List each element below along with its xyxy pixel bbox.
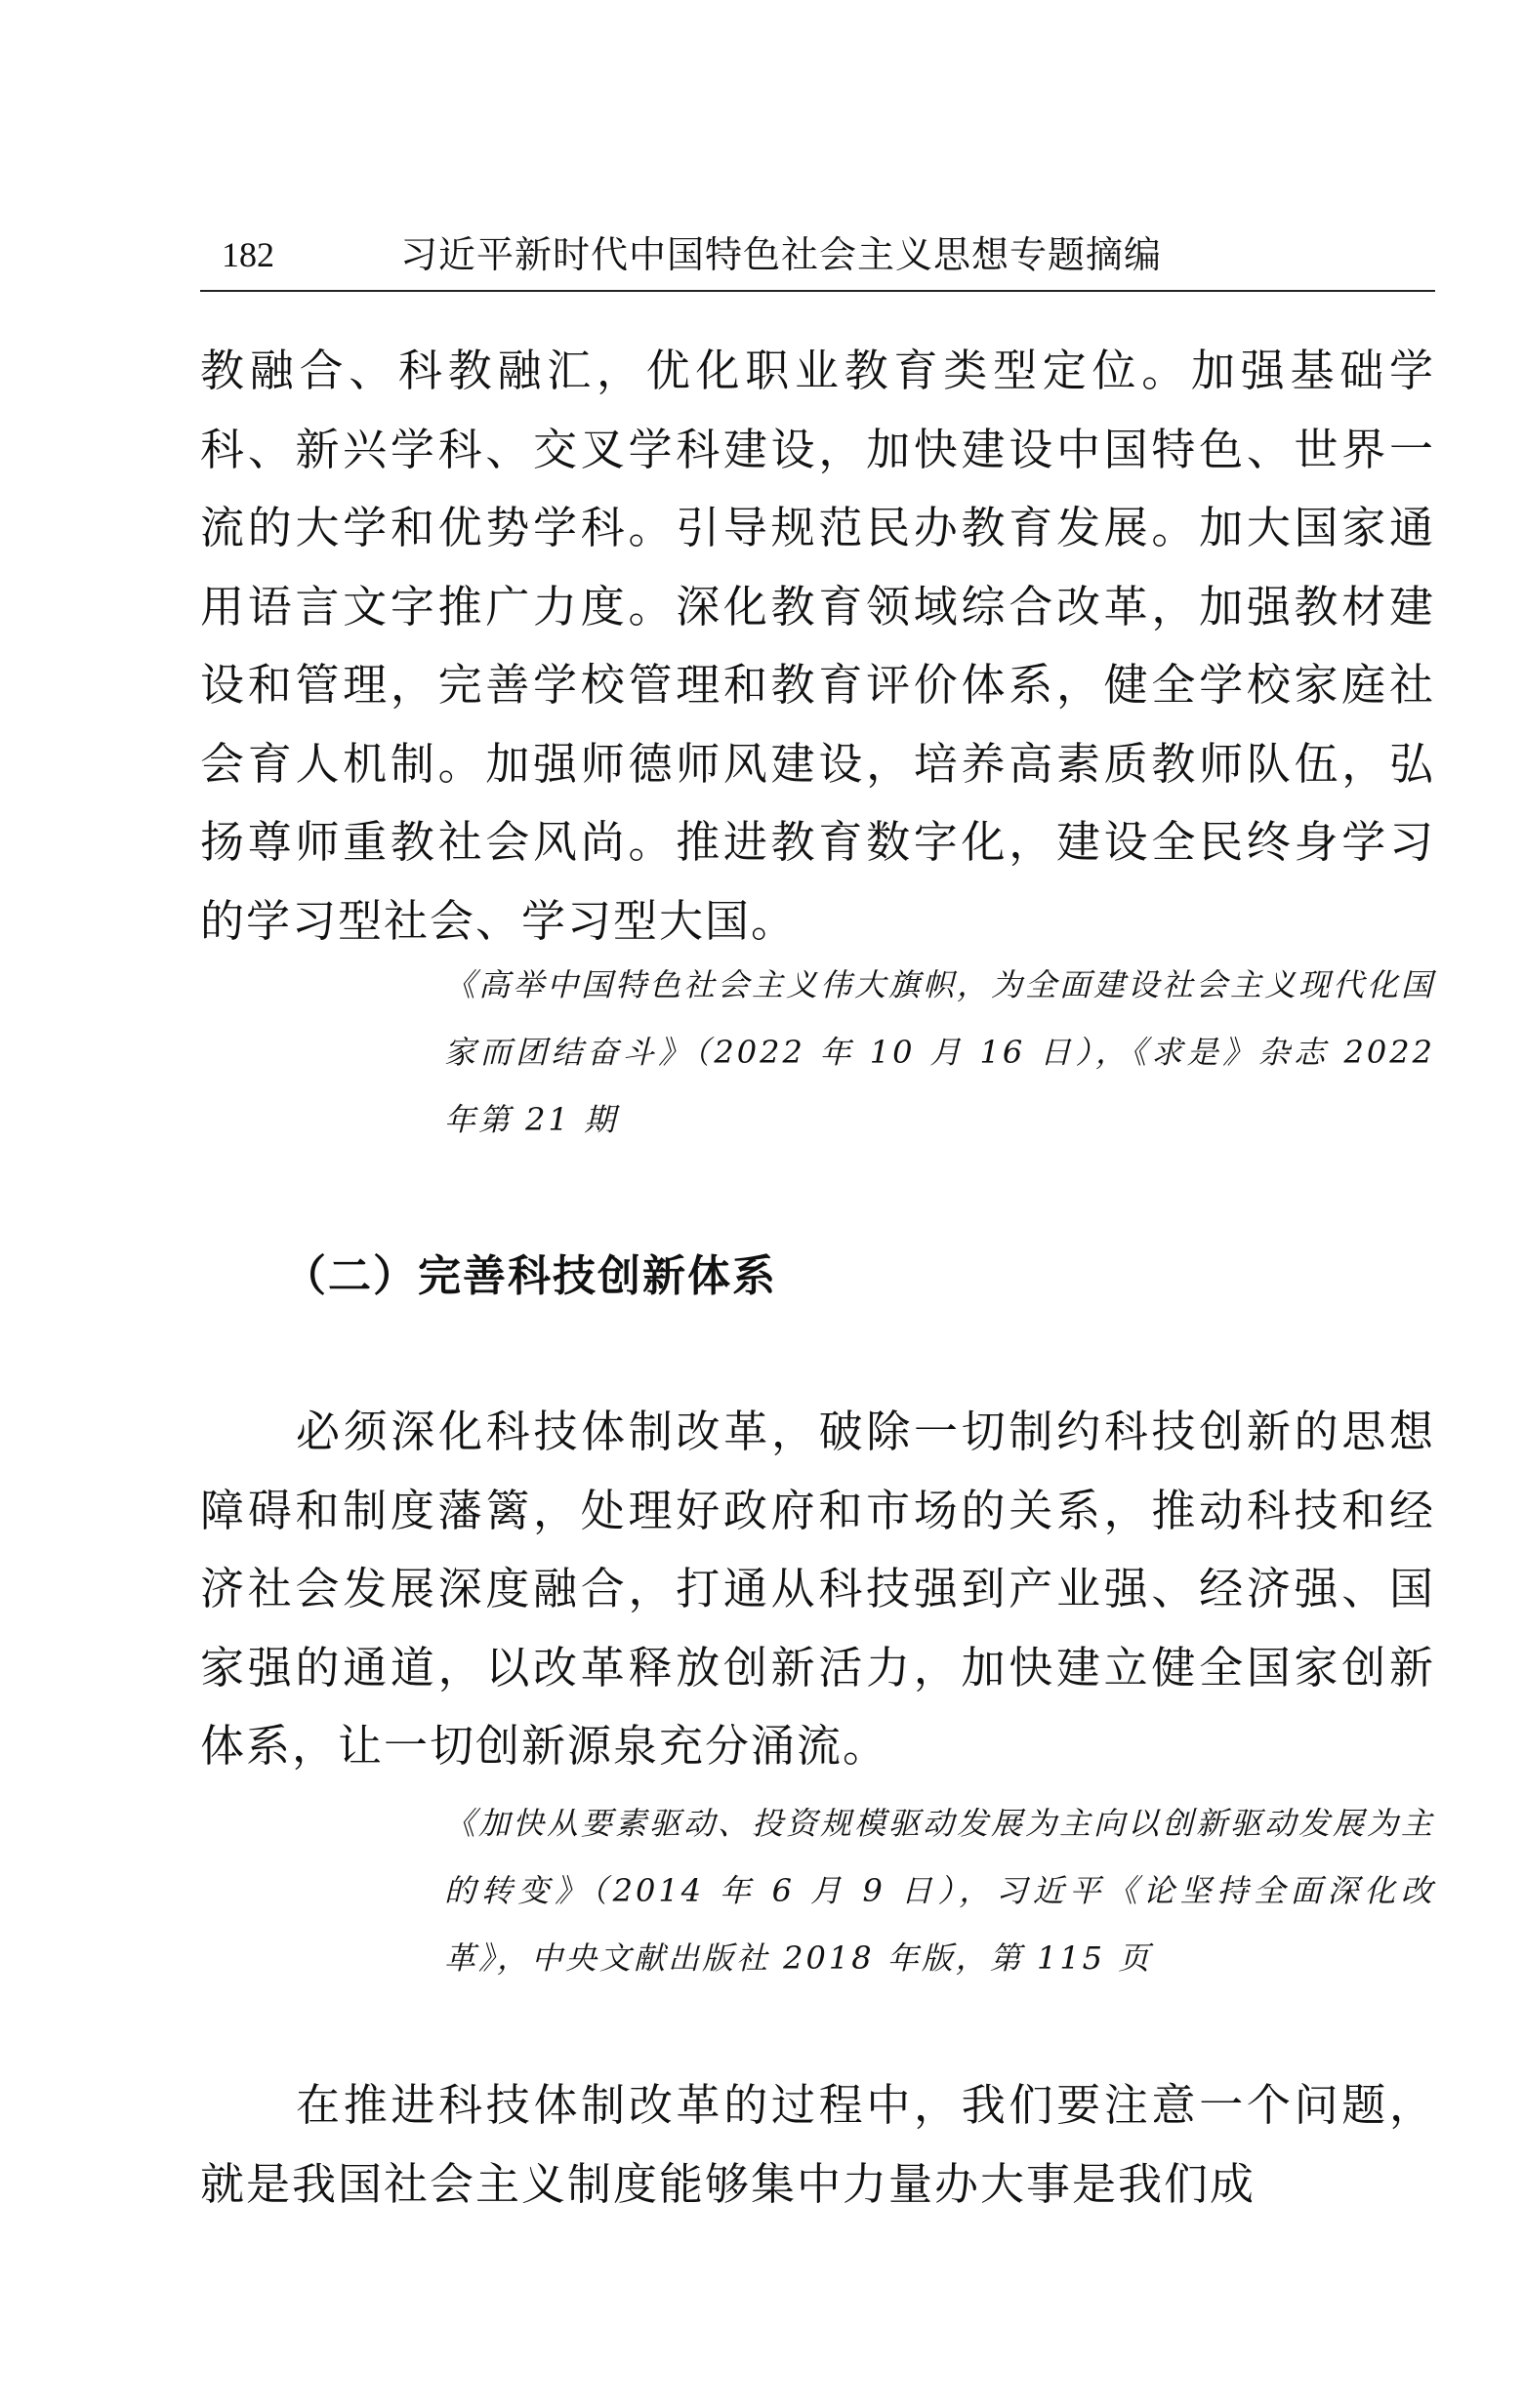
paragraph-tech-reform: 必须深化科技体制改革，破除一切制约科技创新的思想障碍和制度藩篱，处理好政府和市场的关系，推动科技和经济社会发展深度融合，打通从科技强到产业强、经济强、国家强的通道，以改革释放创新活力，加快建立健全国家创新体系，让一切创新源泉充分涌流。 (200, 1406, 1435, 1772)
section-heading: （二）完善科技创新体系 (283, 1251, 777, 1301)
header-divider (200, 290, 1435, 292)
paragraph-continuing: 在推进科技体制改革的过程中，我们要注意一个问题，就是我国社会主义制度能够集中力量办大事是我们成 (200, 2079, 1435, 2210)
citation-source-2: 《加快从要素驱动、投资规模驱动发展为主向以创新驱动发展为主的转变》（2014 年 6 月 9 日），习近平《论坚持全面深化改革》，中央文献出版社 2018 年版，第 115 页 (444, 1805, 1436, 1977)
citation-source-1: 《高举中国特色社会主义伟大旗帜，为全面建设社会主义现代化国家而团结奋斗》（2022 年 10 月 16 日），《求是》杂志 2022 年第 21 期 (444, 966, 1436, 1138)
page-number: 182 (222, 235, 274, 274)
page-header (0, 226, 1524, 283)
paragraph-continuation: 教融合、科教融汇，优化职业教育类型定位。加强基础学科、新兴学科、交叉学科建设，加快建设中国特色、世界一流的大学和优势学科。引导规范民办教育发展。加大国家通用语言文字推广力度。深化教育领域综合改革，加强教材建设和管理，完善学校管理和教育评价体系，健全学校家庭社会育人机制。加强师德师风建设，培养高素质教师队伍，弘扬尊师重教社会风尚。推进教育数字化，建设全民终身学习的学习型社会、学习型大国。 (200, 345, 1435, 947)
running-title: 习近平新时代中国特色社会主义思想专题摘编 (400, 233, 1163, 276)
